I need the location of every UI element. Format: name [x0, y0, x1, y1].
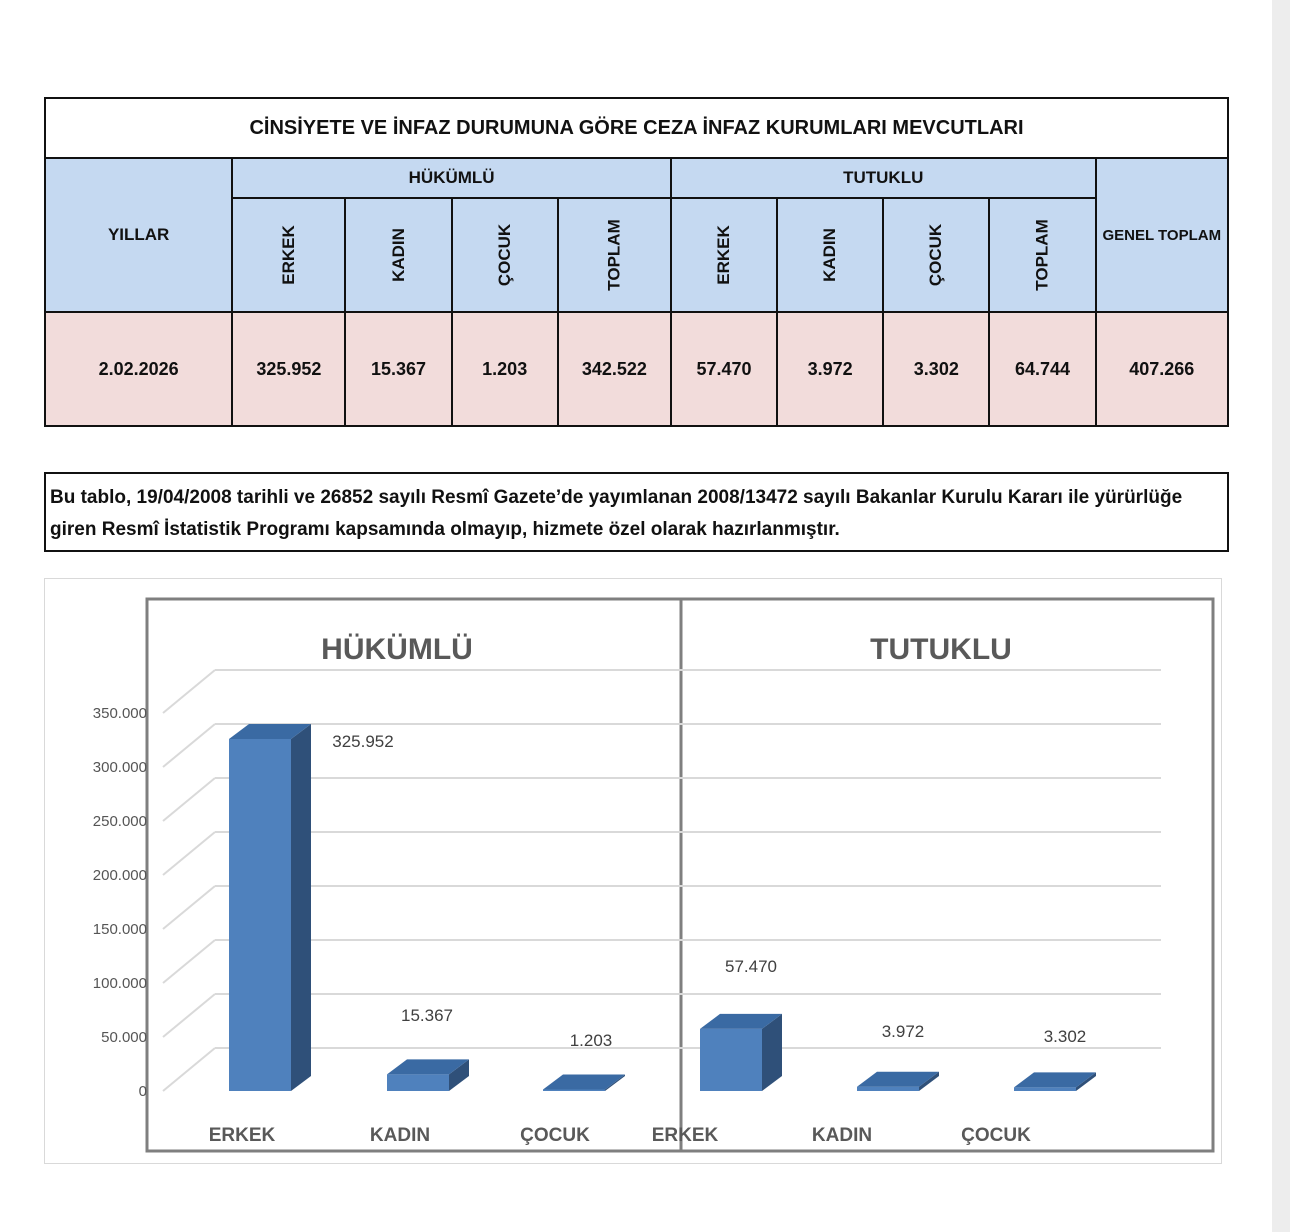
value-cell: 64.744 [989, 312, 1095, 426]
subheader-label: ERKEK [714, 225, 734, 285]
genel-toplam-cell: 407.266 [1096, 312, 1228, 426]
gridline-depth [163, 778, 215, 821]
y-tick-label: 350.000 [92, 705, 147, 722]
statistics-table [44, 97, 1229, 427]
gridline-depth [163, 832, 215, 875]
bar-front [543, 1090, 605, 1092]
subheader-label: TOPLAM [604, 219, 624, 291]
data-label: 3.302 [1043, 1027, 1087, 1046]
bar-front [387, 1074, 449, 1091]
bar-front [229, 739, 291, 1091]
panel-title: TUTUKLU [870, 633, 1012, 666]
subheader-label: KADIN [388, 228, 408, 282]
table-title: CİNSİYETE VE İNFAZ DURUMUNA GÖRE CEZA İNFAZ KURUMLARI MEVCUTLARI [45, 98, 1228, 158]
date-cell: 2.02.2026 [45, 312, 232, 426]
y-tick-label: 50.000 [101, 1029, 147, 1046]
data-label: 57.470 [725, 957, 777, 976]
y-tick-label: 250.000 [92, 813, 147, 830]
bar-chart [45, 579, 1221, 1163]
y-tick-label: 150.000 [92, 921, 147, 938]
subheader-cell [883, 198, 989, 312]
data-label: 1.203 [569, 1031, 613, 1050]
table-row [45, 312, 1228, 426]
data-label: 3.972 [881, 1022, 925, 1041]
bar-front [1014, 1087, 1076, 1091]
x-category-label: KADIN [369, 1125, 431, 1146]
x-category-label: ÇOCUK [961, 1125, 1031, 1146]
bar-side [291, 724, 311, 1091]
subheader-cell [558, 198, 671, 312]
subheader-label: ERKEK [278, 225, 298, 285]
chart-container [44, 578, 1222, 1164]
subheader-cell [671, 198, 777, 312]
gridline-depth [163, 940, 215, 983]
value-cell: 3.302 [883, 312, 989, 426]
gridline-depth [163, 886, 215, 929]
subheader-label: ÇOCUK [494, 223, 514, 287]
value-cell: 15.367 [345, 312, 451, 426]
y-tick-label: 100.000 [92, 975, 147, 992]
value-cell: 57.470 [671, 312, 777, 426]
gridline-depth [163, 670, 215, 713]
bar-top [543, 1075, 625, 1090]
hukumlu-group-header: HÜKÜMLÜ [232, 158, 671, 198]
y-tick-label: 300.000 [92, 759, 147, 776]
years-header: YILLAR [45, 158, 232, 312]
subheader-label: ÇOCUK [926, 223, 946, 287]
panel-title: HÜKÜMLÜ [321, 633, 473, 666]
bar-front [857, 1087, 919, 1091]
disclaimer-text: Bu tablo, 19/04/2008 tarihli ve 26852 sayılı Resmî Gazete’de yayımlanan 2008/13472 sayılı Bakanlar Kurulu Kararı ile yürürlüğe giren Resmî İstatistik Programı kapsamında olmayıp, hizmete özel olarak hazırlanmıştır. [50, 487, 1183, 540]
gridline-depth [163, 1048, 215, 1091]
value-cell: 342.522 [558, 312, 671, 426]
page-edge-strip [1272, 0, 1290, 1232]
y-tick-label: 200.000 [92, 867, 147, 884]
x-category-label: ERKEK [651, 1125, 719, 1146]
subheader-cell [452, 198, 558, 312]
subheader-cell [345, 198, 451, 312]
data-label: 325.952 [332, 732, 394, 751]
gridline-depth [163, 994, 215, 1037]
subheader-cell [777, 198, 883, 312]
subheader-cell [232, 198, 345, 312]
bar-front [700, 1029, 762, 1091]
data-label: 15.367 [401, 1006, 453, 1025]
tutuklu-group-header: TUTUKLU [671, 158, 1096, 198]
y-tick-label: 0 [138, 1083, 147, 1100]
subheader-label: TOPLAM [1032, 219, 1052, 291]
x-category-label: KADIN [811, 1125, 873, 1146]
subheader-cell [989, 198, 1095, 312]
x-category-label: ÇOCUK [520, 1125, 590, 1146]
subheader-label: KADIN [820, 228, 840, 282]
disclaimer-box [44, 472, 1229, 552]
value-cell: 325.952 [232, 312, 345, 426]
value-cell: 3.972 [777, 312, 883, 426]
x-category-label: ERKEK [208, 1125, 276, 1146]
gridline-depth [163, 724, 215, 767]
value-cell: 1.203 [452, 312, 558, 426]
genel-toplam-header: GENEL TOPLAM [1096, 158, 1228, 312]
